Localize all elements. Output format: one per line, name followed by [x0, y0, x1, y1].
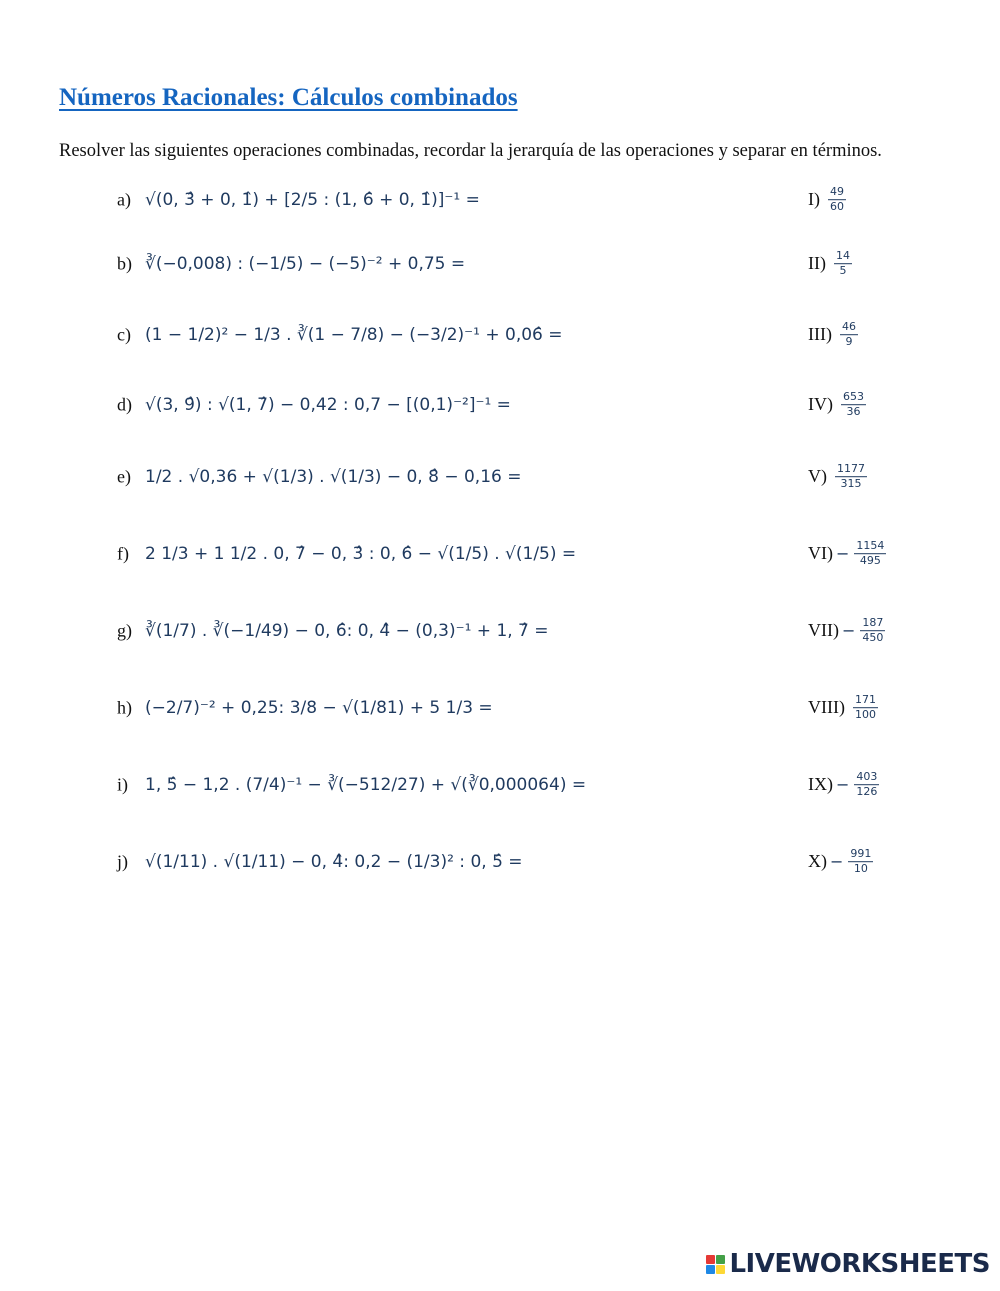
answer-sign: − [836, 775, 850, 795]
logo-square [706, 1255, 715, 1264]
answer-label: IX) [808, 774, 833, 795]
answer-numerator: 1177 [835, 462, 867, 477]
answer-denominator: 10 [853, 862, 868, 876]
answer-numerator: 1154 [854, 539, 886, 554]
answer-sign: − [841, 621, 856, 641]
answer-sign: − [830, 852, 844, 872]
answer-numerator: 46 [840, 320, 858, 335]
answer-numerator: 991 [848, 847, 873, 862]
answer-denominator: 450 [862, 631, 884, 645]
answer-option [808, 249, 854, 279]
answer-denominator: 126 [856, 785, 878, 799]
logo-square [706, 1265, 715, 1274]
answer-denominator: 5 [839, 264, 847, 278]
exercise-label: g) [117, 620, 132, 641]
exercise-expression: 1/2 . √0,36 + √(1/3) . √(1/3) − 0, 8̂ − 0,16 = [145, 467, 522, 487]
answer-sign: − [836, 544, 850, 564]
answer-fraction [834, 249, 852, 279]
instructions: Resolver las siguientes operaciones combinadas, recordar la jerarquía de las operaciones y separar en términos. [59, 141, 882, 161]
exercise-label: a) [117, 189, 131, 210]
exercise-label: i) [117, 774, 128, 795]
logo-text: LIVEWORKSHEETS [729, 1249, 990, 1279]
exercise-expression: √(1/11) . √(1/11) − 0, 4̂: 0,2 − (1/3)² : 0, 5̂ = [145, 852, 523, 872]
exercise-row [0, 444, 1000, 510]
answer-numerator: 49 [828, 185, 846, 200]
exercise-expression: ∛(−0,008) : (−1/5) − (−5)⁻² + 0,75 = [145, 254, 466, 274]
answer-numerator: 403 [854, 770, 879, 785]
answer-label: III) [808, 324, 832, 345]
answer-denominator: 315 [840, 477, 862, 491]
logo-square [716, 1255, 725, 1264]
answer-option [808, 462, 869, 492]
answer-numerator: 187 [860, 616, 885, 631]
exercise-row [0, 829, 1000, 895]
answer-label: VIII) [808, 697, 845, 718]
exercise-row [0, 167, 1000, 233]
answer-fraction [840, 320, 858, 350]
answer-label: I) [808, 189, 820, 210]
exercise-expression: √(0, 3̂ + 0, 1̂) + [2/5 : (1, 6̂ + 0, 1̂)]⁻¹ = [145, 190, 480, 210]
answer-label: V) [808, 466, 827, 487]
answer-numerator: 653 [841, 390, 866, 405]
answer-denominator: 60 [830, 200, 844, 214]
answer-option [808, 390, 868, 420]
answer-option [808, 770, 881, 800]
answer-option [808, 185, 848, 215]
answer-label: VI) [808, 543, 833, 564]
answer-option [808, 320, 860, 350]
exercise-label: c) [117, 324, 131, 345]
answer-fraction [848, 847, 873, 877]
exercise-row [0, 752, 1000, 818]
exercise-label: b) [117, 253, 132, 274]
answer-label: X) [808, 851, 827, 872]
answer-label: II) [808, 253, 826, 274]
answer-fraction [853, 693, 878, 723]
answer-fraction [828, 185, 846, 215]
answer-option [808, 539, 888, 569]
exercise-expression: √(3, 9̂) : √(1, 7̂) − 0,42 : 0,7 − [(0,1)⁻²]⁻¹ = [145, 395, 511, 415]
answer-label: IV) [808, 394, 833, 415]
page-title: Números Racionales: Cálculos combinados [59, 84, 518, 111]
exercise-expression: ∛(1/7) . ∛(−1/49) − 0, 6̂: 0, 4̂ − (0,3)⁻¹ + 1, 7̂ = [145, 621, 549, 641]
exercise-row [0, 231, 1000, 297]
exercise-label: h) [117, 697, 132, 718]
exercise-expression: 2 1/3 + 1 1/2 . 0, 7̂ − 0, 3̂ : 0, 6̂ − √(1/5) . √(1/5) = [145, 544, 577, 564]
answer-denominator: 100 [854, 708, 876, 722]
exercise-label: f) [117, 543, 129, 564]
answer-denominator: 495 [859, 554, 881, 568]
exercise-expression: 1, 5̂ − 1,2 . (7/4)⁻¹ − ∛(−512/27) + √(∛0,000064) = [145, 775, 587, 795]
answer-denominator: 36 [846, 405, 861, 419]
answer-fraction [835, 462, 867, 492]
answer-fraction [841, 390, 866, 420]
exercise-expression: (−2/7)⁻² + 0,25: 3/8 − √(1/81) + 5 1/3 = [145, 698, 493, 718]
liveworksheets-logo [706, 1249, 990, 1279]
exercise-row [0, 521, 1000, 587]
answer-denominator: 9 [845, 335, 853, 349]
exercise-row [0, 372, 1000, 438]
exercise-row [0, 675, 1000, 741]
exercise-row [0, 302, 1000, 368]
exercise-label: e) [117, 466, 131, 487]
exercise-label: j) [117, 851, 128, 872]
answer-option [808, 847, 875, 877]
logo-icon [706, 1255, 725, 1274]
answer-option [808, 616, 887, 646]
exercise-expression: (1 − 1/2)² − 1/3 . ∛(1 − 7/8) − (−3/2)⁻¹ + 0,06̂ = [145, 325, 563, 345]
exercise-row [0, 598, 1000, 664]
answer-option [808, 693, 880, 723]
exercise-label: d) [117, 394, 132, 415]
answer-numerator: 14 [834, 249, 852, 264]
answer-fraction [854, 770, 879, 800]
answer-numerator: 171 [853, 693, 878, 708]
answer-fraction [860, 616, 885, 646]
logo-square [716, 1265, 725, 1274]
answer-label: VII) [808, 620, 839, 641]
answer-fraction [854, 539, 886, 569]
